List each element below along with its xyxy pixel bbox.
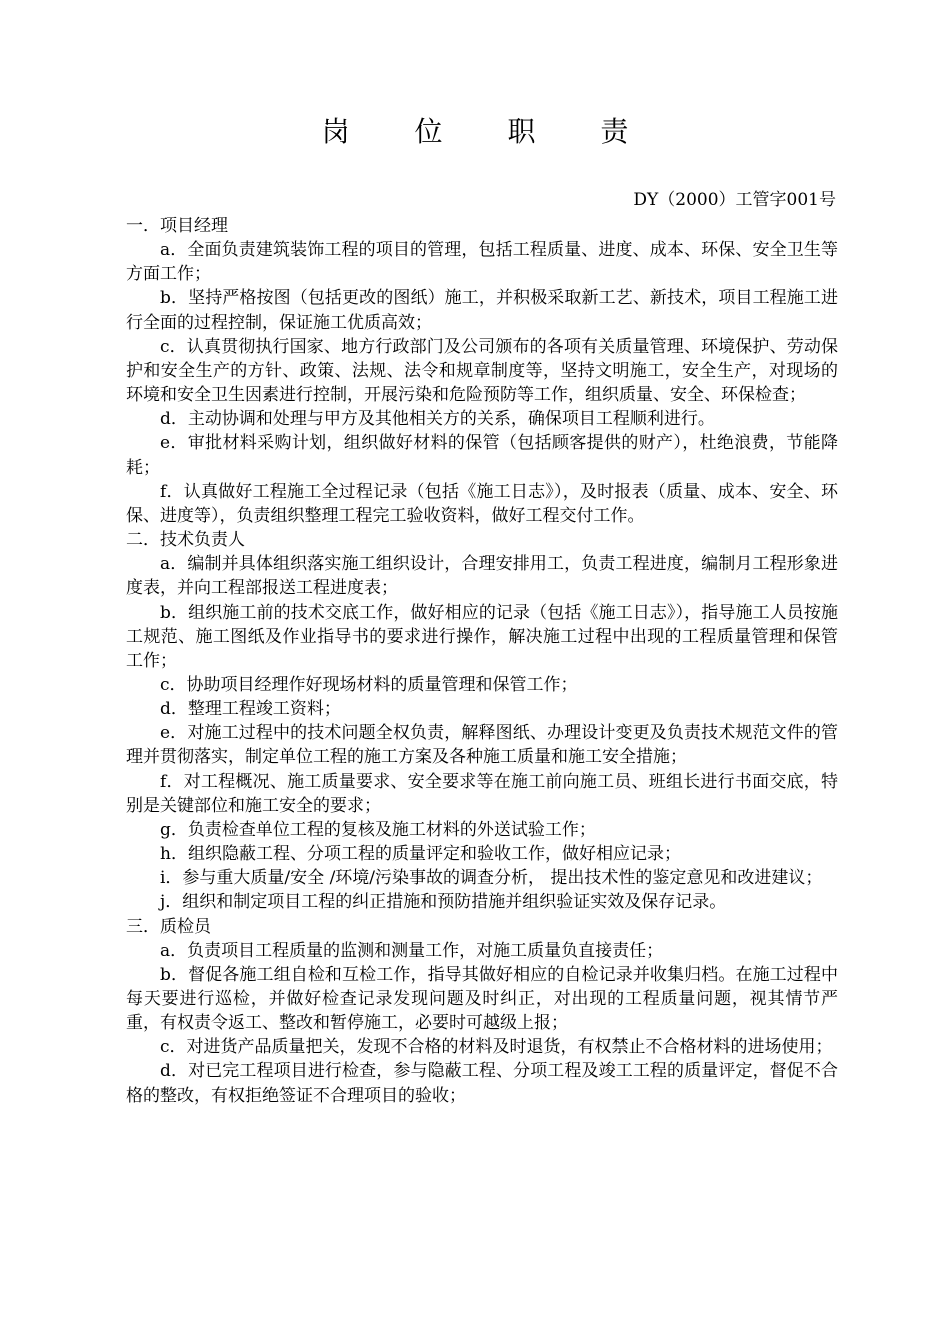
duty-item: b．坚持严格按图（包括更改的图纸）施工，并积极采取新工艺、新技术，项目工程施工进行全面的过程控制，保证施工优质高效；	[126, 288, 838, 333]
section-technical-lead	[126, 528, 838, 915]
duty-item: c．认真贯彻执行国家、地方行政部门及公司颁布的各项有关质量管理、环境保护、劳动保护和安全生产的方针、政策、法规、法令和规章制度等，坚持文明施工，安全生产，对现场的环境和安全卫生因素进行控制，开展污染和危险预防等工作，组织质量、安全、环保检查；	[126, 336, 838, 406]
section-quality-inspector	[126, 915, 838, 1108]
duty-item: d．主动协调和处理与甲方及其他相关方的关系，确保项目工程顺利进行。	[160, 409, 715, 430]
duty-item: b．组织施工前的技术交底工作，做好相应的记录（包括《施工日志》），指导施工人员按施工规范、施工图纸及作业指导书的要求进行操作，解决施工过程中出现的工程质量管理和保管工作；	[126, 602, 838, 671]
duty-item: a．编制并具体组织落实施工组织设计，合理安排用工，负责工程进度，编制月工程形象进度表，并向工程部报送工程进度表；	[126, 554, 838, 599]
duty-item: c．对进货产品质量把关，发现不合格的材料及时退货，有权禁止不合格材料的进场使用；	[160, 1037, 833, 1058]
duty-item: e．审批材料采购计划，组织做好材料的保管（包括顾客提供的财产），杜绝浪费，节能降耗；	[126, 433, 838, 478]
duty-item: j．组织和制定项目工程的纠正措施和预防措施并组织验证实效及保存记录。	[160, 892, 727, 913]
duty-item: f．对工程概况、施工质量要求、安全要求等在施工前向施工员、班组长进行书面交底，特别是关键部位和施工安全的要求；	[126, 771, 838, 816]
duty-item: b．督促各施工组自检和互检工作，指导其做好相应的自检记录并收集归档。在施工过程中每天要进行巡检，并做好检查记录发现问题及时纠正，对出现的工程质量问题，视其情节严重，有权责令返工、整改和暂停施工，必要时可越级上报；	[126, 964, 838, 1034]
section-heading: 三．质检员	[126, 916, 211, 937]
duty-item: h．组织隐蔽工程、分项工程的质量评定和验收工作，做好相应记录；	[160, 844, 681, 865]
document-number: DY（2000）工管字001号	[633, 190, 836, 210]
duty-item: g．负责检查单位工程的复核及施工材料的外送试验工作；	[160, 819, 596, 840]
duty-item: f．认真做好工程施工全过程记录（包括《施工日志》），及时报表（质量、成本、安全、环保、进度等），负责组织整理工程完工验收资料，做好工程交付工作。	[126, 481, 838, 526]
section-heading: 二．技术负责人	[126, 530, 245, 551]
section-project-manager	[126, 214, 838, 528]
page-title: 岗 位 职 责	[321, 115, 657, 148]
duty-item: i．参与重大质量/安全 /环境/污染事故的调查分析， 提出技术性的鉴定意见和改进建议；	[160, 868, 823, 889]
duty-item: d．对已完工程项目进行检查，参与隐蔽工程、分项工程及竣工工程的质量评定，督促不合格的整改，有权拒绝签证不合理项目的验收；	[126, 1061, 838, 1106]
duty-item: a．负责项目工程质量的监测和测量工作，对施工质量负直接责任；	[160, 940, 664, 961]
duty-item: d．整理工程竣工资料；	[160, 699, 341, 720]
document-body	[126, 214, 838, 1108]
duty-item: e．对施工过程中的技术问题全权负责，解释图纸、办理设计变更及负责技术规范文件的管理并贯彻落实，制定单位工程的施工方案及各种施工质量和施工安全措施；	[126, 723, 838, 768]
section-heading: 一．项目经理	[126, 216, 228, 236]
duty-item: c．协助项目经理作好现场材料的质量管理和保管工作；	[160, 674, 578, 695]
duty-item: a．全面负责建筑装饰工程的项目的管理，包括工程质量、进度、成本、环保、安全卫生等方面工作；	[126, 240, 838, 285]
